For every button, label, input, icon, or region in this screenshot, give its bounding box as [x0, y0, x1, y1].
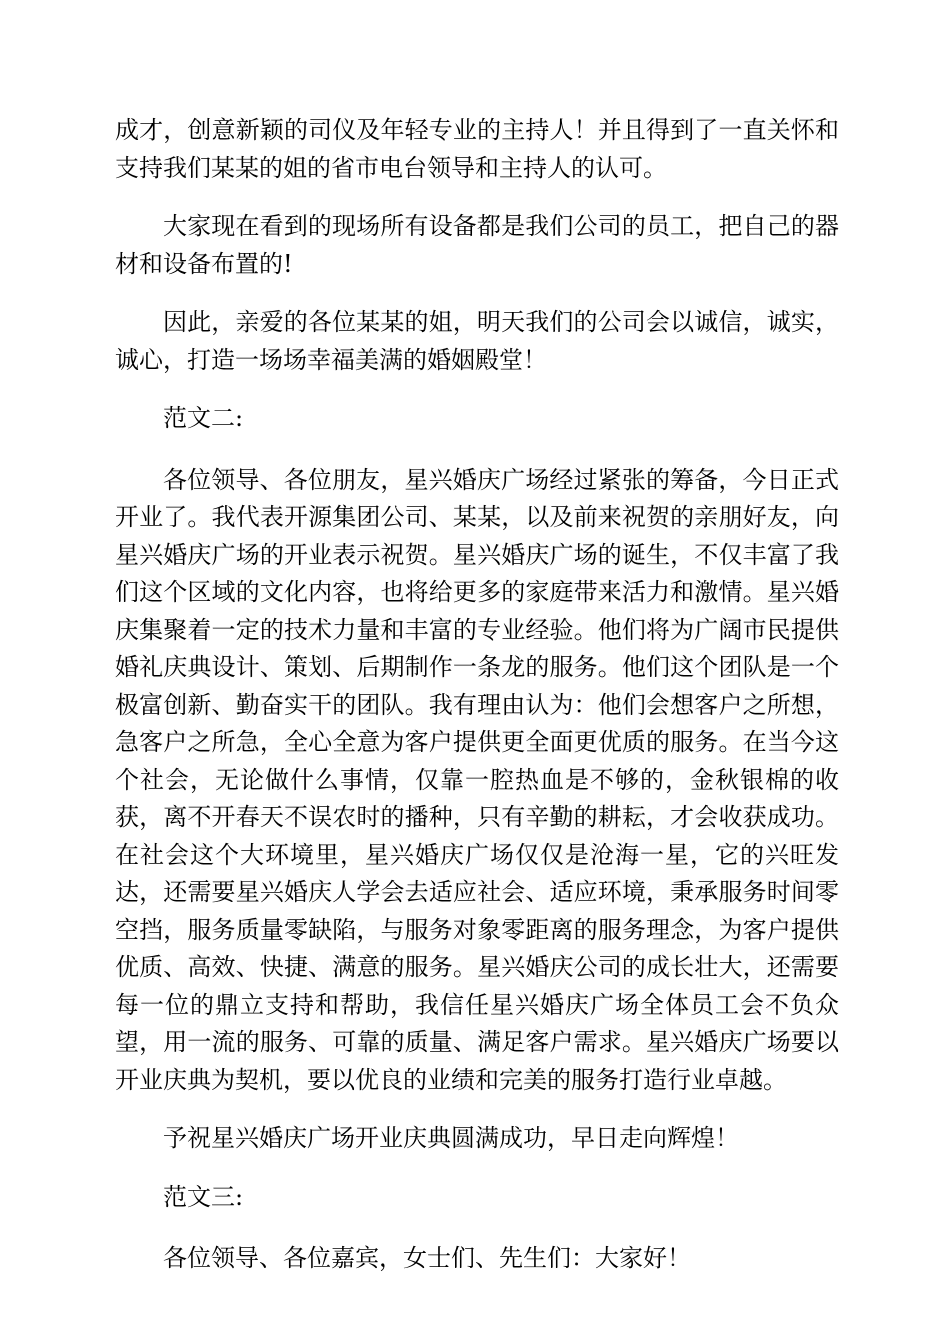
paragraph-promise: 因此，亲爱的各位某某的姐，明天我们的公司会以诚信，诚实，诚心，打造一场场幸福美满的婚姻殿堂！: [115, 308, 839, 374]
paragraph-opening-speech: 各位领导、各位朋友，星兴婚庆广场经过紧张的筹备，今日正式开业了。我代表开源集团公司、某某，以及前来祝贺的亲朋好友，向星兴婚庆广场的开业表示祝贺。星兴婚庆广场的诞生，不仅丰富了我们这个区域的文化内容，也将给更多的家庭带来活力和激情。星兴婚庆集聚着一定的技术力量和丰富的专业经验。他们将为广阔市民提供婚礼庆典设计、策划、后期制作一条龙的服务。他们这个团队是一个极富创新、勤奋实干的团队。我有理由认为：他们会想客户之所想，急客户之所急，全心全意为客户提供更全面更优质的服务。在当今这个社会，无论做什么事情，仅靠一腔热血是不够的，金秋银棉的收获，离不开春天不误农时的播种，只有辛勤的耕耘，才会收获成功。在社会这个大环境里，星兴婚庆广场仅仅是沧海一星，它的兴旺发达，还需要星兴婚庆人学会去适应社会、适应环境，秉承服务时间零空挡，服务质量零缺陷，与服务对象零距离的服务理念，为客户提供优质、高效、快捷、满意的服务。星兴婚庆公司的成长壮大，还需要每一位的鼎立支持和帮助，我信任星兴婚庆广场全体员工会不负众望，用一流的服务、可靠的质量、满足客户需求。星兴婚庆广场要以开业庆典为契机，要以优良的业绩和完美的服务打造行业卓越。: [115, 465, 839, 1094]
paragraph-continuation: 成才，创意新颖的司仪及年轻专业的主持人！并且得到了一直关怀和支持我们某某的姐的省市电台领导和主持人的认可。: [115, 116, 839, 182]
paragraph-greeting: 各位领导、各位嘉宾，女士们、先生们：大家好！: [163, 1244, 691, 1272]
paragraph-equipment: 大家现在看到的现场所有设备都是我们公司的员工，把自己的器材和设备布置的!: [115, 212, 839, 278]
document-page: [115, 112, 839, 1299]
section-heading-sample-two: 范文二:: [163, 404, 244, 432]
section-heading-sample-three: 范文三:: [163, 1182, 244, 1211]
paragraph-wish: 予祝星兴婚庆广场开业庆典圆满成功，早日走向辉煌！: [163, 1124, 739, 1152]
